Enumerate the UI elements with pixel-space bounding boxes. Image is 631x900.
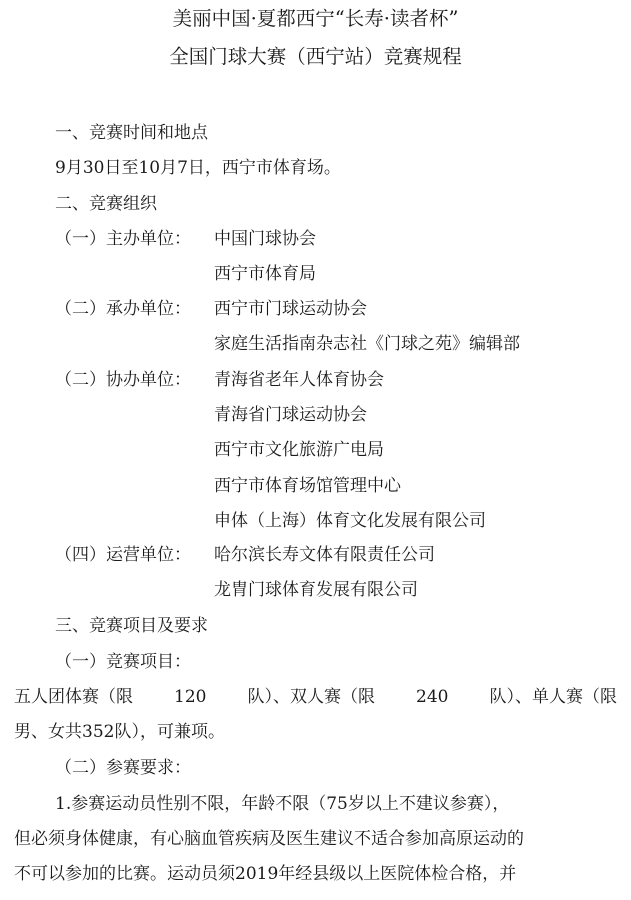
coorganizer-item: 西宁市体育场馆管理中心	[214, 476, 401, 496]
host-item: 西宁市体育局	[214, 264, 316, 284]
section2-heading: 二、竞赛组织	[55, 194, 157, 214]
events-text-part: 队）、双人赛（限	[247, 687, 375, 707]
events-text-part: 五人团体赛（限	[14, 687, 133, 707]
operator-item: 龙胄门球体育发展有限公司	[214, 580, 418, 600]
section1-text: 9月30日至10月7日，西宁市体育场。	[55, 158, 341, 178]
section1-heading: 一、竞赛时间和地点	[55, 123, 208, 143]
requirement-line: 1.参赛运动员性别不限，年龄不限（75岁以上不建议参赛），	[55, 794, 510, 814]
organizer-item: 西宁市门球运动协会	[214, 299, 367, 319]
subsection-events-heading: （一）竞赛项目：	[55, 652, 191, 672]
requirement-line: 不可以参加的比赛。运动员须2019年经县级以上医院体检合格，并	[14, 864, 517, 884]
events-line-2: 男、女共352队），可兼项。	[14, 722, 225, 742]
coorganizer-item: 申体（上海）体育文化发展有限公司	[214, 511, 486, 531]
subsection-requirements-heading: （二）参赛要求：	[55, 758, 191, 778]
events-line-1	[14, 685, 617, 709]
events-number: 120	[174, 687, 207, 707]
coorganizer-item: 西宁市文化旅游广电局	[214, 440, 384, 460]
organizer-item: 家庭生活指南杂志社《门球之苑》编辑部	[214, 334, 520, 354]
document-title-line1: 美丽中国·夏都西宁“长寿·读者杯”	[172, 7, 459, 30]
events-text-part: 队）、单人赛（限	[489, 687, 617, 707]
host-item: 中国门球协会	[214, 229, 316, 249]
coorganizer-item: 青海省门球运动协会	[214, 405, 367, 425]
coorganizer-item: 青海省老年人体育协会	[214, 370, 384, 390]
operator-item: 哈尔滨长寿文体有限责任公司	[214, 545, 435, 565]
organizer-label: （二）承办单位：	[55, 299, 191, 319]
events-number: 240	[416, 687, 449, 707]
document-title-line2: 全国门球大赛（西宁站）竞赛规程	[169, 45, 462, 68]
section3-heading: 三、竞赛项目及要求	[55, 616, 208, 636]
host-label: （一）主办单位：	[55, 229, 191, 249]
operator-label: （四）运营单位：	[55, 545, 191, 565]
coorganizer-label: （二）协办单位：	[55, 370, 191, 390]
requirement-line: 但必须身体健康，有心脑血管疾病及医生建议不适合参加高原运动的	[14, 829, 524, 849]
